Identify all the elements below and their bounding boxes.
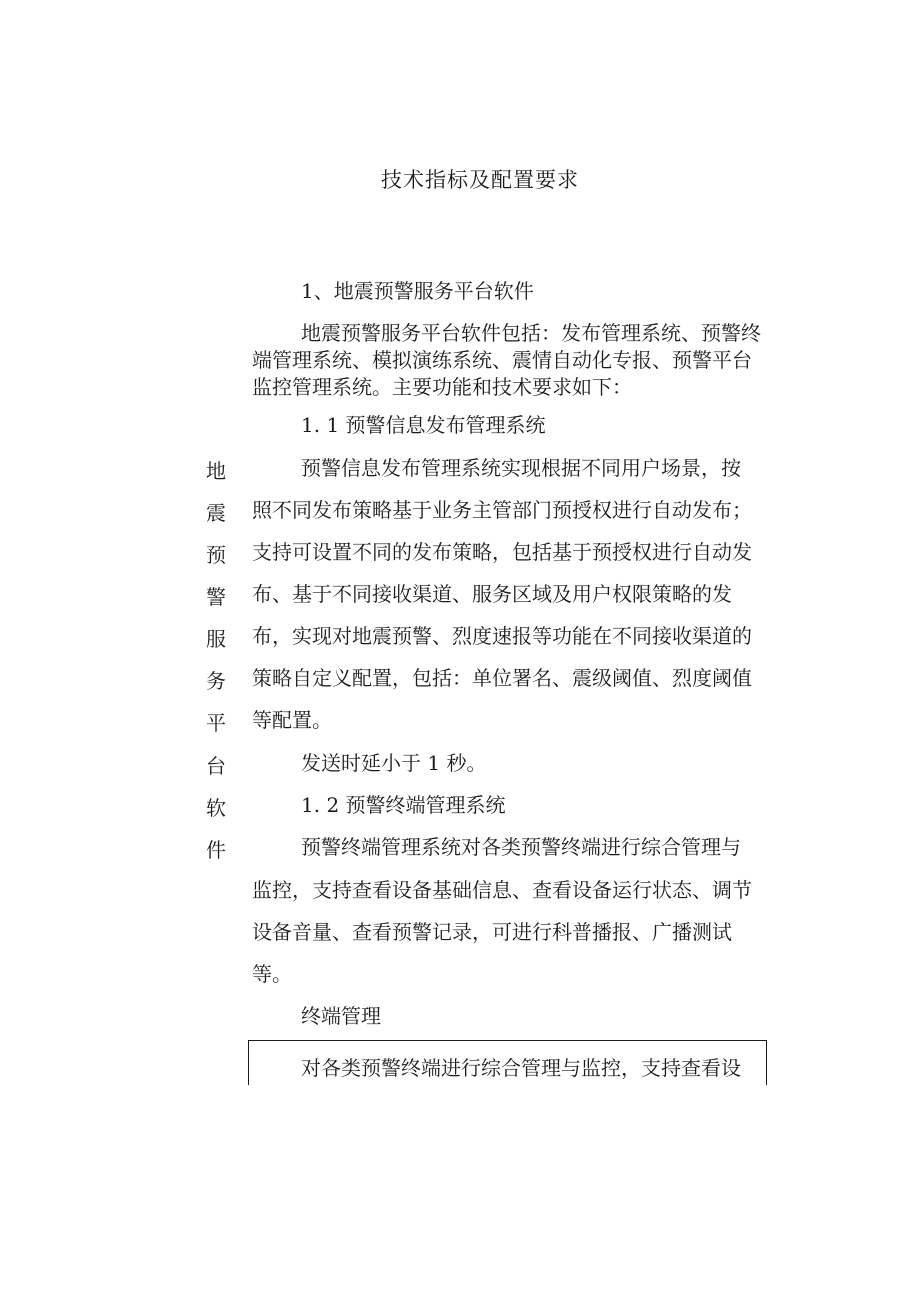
section-1-1-body-line-1: 预警信息发布管理系统实现根据不同用户场景，按 bbox=[301, 456, 741, 480]
section-1-1-heading: 1. 1 预警信息发布管理系统 bbox=[301, 413, 546, 437]
section-1-1-body-line-7: 等配置。 bbox=[252, 708, 332, 732]
side-label-char: 服 bbox=[206, 627, 226, 651]
side-label-char: 地 bbox=[206, 459, 226, 483]
section-1-2-body-line-3: 设备音量、查看预警记录，可进行科普播报、广播测试 bbox=[252, 920, 732, 944]
section-1-1-body-line-4: 布、基于不同接收渠道、服务区域及用户权限策略的发 bbox=[252, 582, 732, 606]
document-title: 技术指标及配置要求 bbox=[381, 168, 579, 192]
terminal-table-cell-text: 对各类预警终端进行综合管理与监控，支持查看设 bbox=[301, 1056, 741, 1080]
section-1-1-delay: 发送时延小于 1 秒。 bbox=[301, 751, 487, 775]
section-1-1-body-line-2: 照不同发布策略基于业务主管部门预授权进行自动发布； bbox=[252, 498, 752, 522]
side-label-char: 务 bbox=[206, 669, 226, 693]
section-1-intro-line-2: 端管理系统、模拟演练系统、震情自动化专报、预警平台 bbox=[252, 348, 752, 372]
side-label-char: 件 bbox=[206, 838, 226, 862]
side-label-char: 软 bbox=[206, 796, 226, 820]
section-1-2-heading: 1. 2 预警终端管理系统 bbox=[301, 793, 506, 817]
side-label-char: 警 bbox=[206, 585, 226, 609]
side-label-char: 预 bbox=[206, 543, 226, 567]
section-1-1-body-line-6: 策略自定义配置，包括：单位署名、震级阈值、烈度阈值 bbox=[252, 666, 752, 690]
section-1-2-body-line-2: 监控，支持查看设备基础信息、查看设备运行状态、调节 bbox=[252, 878, 752, 902]
section-1-intro-line-1: 地震预警服务平台软件包括：发布管理系统、预警终 bbox=[301, 321, 761, 345]
section-1-1-body-line-3: 支持可设置不同的发布策略，包括基于预授权进行自动发 bbox=[252, 540, 752, 564]
side-label-char: 台 bbox=[206, 754, 226, 778]
side-label-char: 平 bbox=[206, 711, 226, 735]
side-label-char: 震 bbox=[206, 501, 226, 525]
section-1-intro-line-3: 监控管理系统。主要功能和技术要求如下： bbox=[252, 375, 632, 399]
section-1-heading: 1、地震预警服务平台软件 bbox=[301, 279, 534, 303]
section-1-1-body-line-5: 布，实现对地震预警、烈度速报等功能在不同接收渠道的 bbox=[252, 624, 752, 648]
section-1-2-body-line-1: 预警终端管理系统对各类预警终端进行综合管理与 bbox=[301, 835, 741, 859]
terminal-management-heading: 终端管理 bbox=[301, 1004, 381, 1028]
section-1-2-body-line-4: 等。 bbox=[252, 962, 292, 986]
